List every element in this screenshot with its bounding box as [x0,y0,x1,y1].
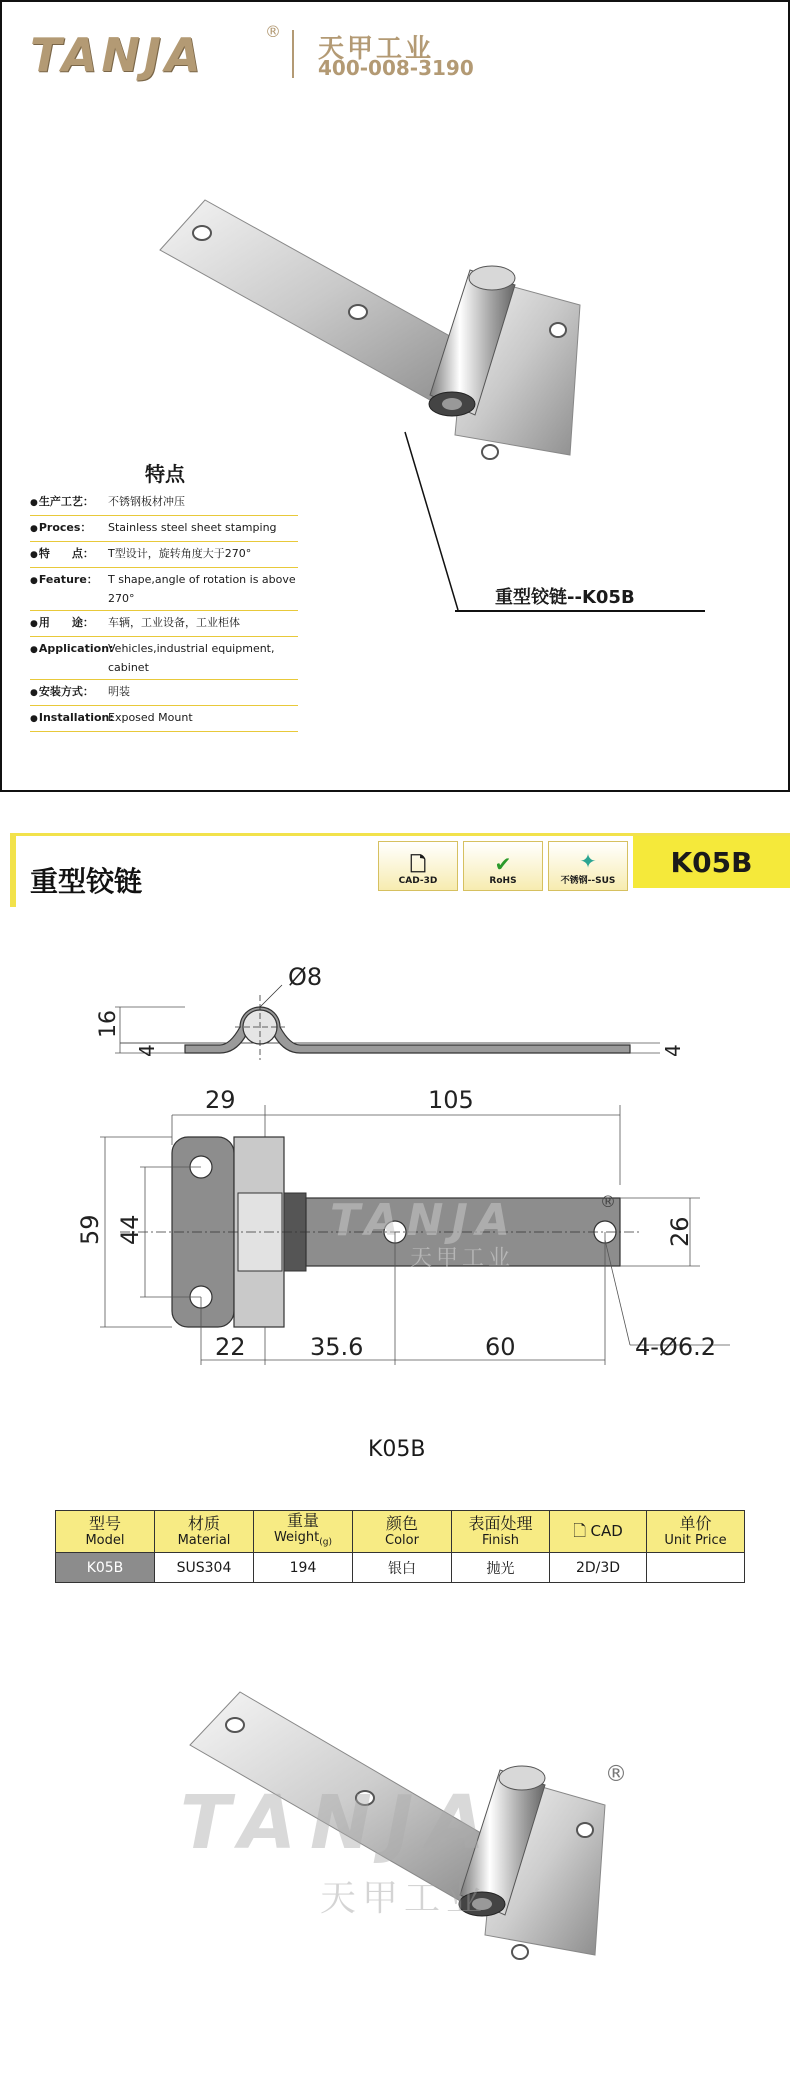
cell-color: 银白 [353,1553,452,1583]
logo-divider [292,30,294,78]
feature-row [30,637,298,680]
col-weight: 重量 Weight$_{(g)}$ [254,1511,353,1553]
feature-value: T型设计，旋转角度大于270° [108,547,252,560]
feature-row [30,706,298,732]
feature-label: ● 特 点： [30,544,108,565]
feature-value: 车辆，工业设备，工业柜体 [108,616,240,629]
spec-table-header [56,1511,745,1553]
badge-label: 不锈钢--SUS [560,876,616,886]
feature-label: ● Proces： [30,518,108,539]
feature-label: ● Feature： [30,570,108,608]
drawing-watermark: TANJA [330,1195,518,1246]
cell-model: K05B [56,1553,155,1583]
dim-holes: 4-Ø6.2 [635,1333,716,1361]
feature-label: ● 用 途： [30,613,108,634]
brand-logo: TANJA [30,28,205,82]
dim-thickness-right: 4 [661,1044,685,1057]
feature-value: 明装 [108,685,130,698]
cell-material: SUS304 [155,1553,254,1583]
cell-unit-price [647,1553,745,1583]
technical-drawing [60,945,740,1385]
dim-offset-60: 60 [485,1333,516,1361]
col-cad: 🗋 CAD [550,1511,647,1553]
document-icon: 🗋 [573,1521,587,1540]
feature-row [30,611,298,637]
badge-cad-3d [378,841,458,891]
badge-label: RoHS [489,876,517,886]
col-unit-price: 单价 Unit Price [647,1511,745,1553]
feature-row [30,516,298,542]
dim-width-29: 29 [205,1086,236,1114]
drawing-watermark-cn: 天甲工业 [410,1246,515,1271]
feature-value: 不锈钢板材冲压 [108,495,185,508]
feature-label: ● Application: [30,639,108,677]
product-photo-top [140,190,610,500]
drawing-reg-mark: ® [600,1192,616,1211]
check-icon: ✔ [494,852,512,876]
badge-label: CAD-3D [398,876,438,886]
feature-value: Vehicles,industrial equipment, cabinet [108,642,275,674]
badge-rohs [463,841,543,891]
header-accent-stripe [10,833,16,907]
col-finish: 表面处理 Finish [452,1511,550,1553]
dim-offset-22: 22 [215,1333,246,1361]
feature-value: T shape,angle of rotation is above 270° [108,573,296,605]
spec-table [55,1510,745,1583]
badge-stainless [548,841,628,891]
cell-finish: 抛光 [452,1553,550,1583]
document-icon: 🗋 [409,852,427,876]
photo-reg-mark: ® [605,1762,627,1787]
col-color: 颜色 Color [353,1511,452,1553]
feature-label: ● 生产工艺： [30,492,108,513]
dim-width-105: 105 [428,1086,474,1114]
brand-name-cn: 天甲工业 [318,34,435,64]
star-icon: ✦ [579,849,597,873]
feature-value: Exposed Mount [108,711,193,724]
dim-offset-35-6: 35.6 [310,1333,364,1361]
dim-height-44: 44 [116,1214,144,1245]
dim-pin-diameter: Ø8 [288,963,323,991]
cell-weight: 194 [254,1553,353,1583]
photo-watermark-cn: 天甲工业 [320,1878,489,1919]
dim-height-59: 59 [76,1214,104,1245]
side-profile [96,963,685,1060]
dim-thickness-left: 4 [135,1044,159,1057]
table-row [56,1553,745,1583]
dim-height-26: 26 [666,1216,694,1247]
callout-underline [455,610,705,612]
features-title: 特点 [145,462,185,486]
col-material: 材质 Material [155,1511,254,1553]
col-model: 型号 Model [56,1511,155,1553]
feature-row [30,490,298,516]
product-callout: 重型铰链--K05B [495,587,635,608]
top-view [76,1086,730,1365]
drawing-caption: K05B [368,1437,426,1462]
feature-label: ● Installation: [30,708,108,729]
cell-cad: 2D/3D [550,1553,647,1583]
feature-value: Stainless steel sheet stamping [108,521,277,534]
model-code-box: K05B [633,836,790,888]
callout-leader-line [400,430,470,615]
brand-phone: 400-008-3190 [318,56,474,80]
photo-watermark: TANJA [180,1780,499,1866]
section-title: 重型铰链 [30,865,143,898]
feature-row [30,680,298,706]
feature-row [30,568,298,611]
dim-height-16: 16 [96,1010,121,1038]
feature-row [30,542,298,568]
features-list [30,490,298,732]
registered-mark: ® [265,22,281,41]
feature-label: ● 安装方式： [30,682,108,703]
